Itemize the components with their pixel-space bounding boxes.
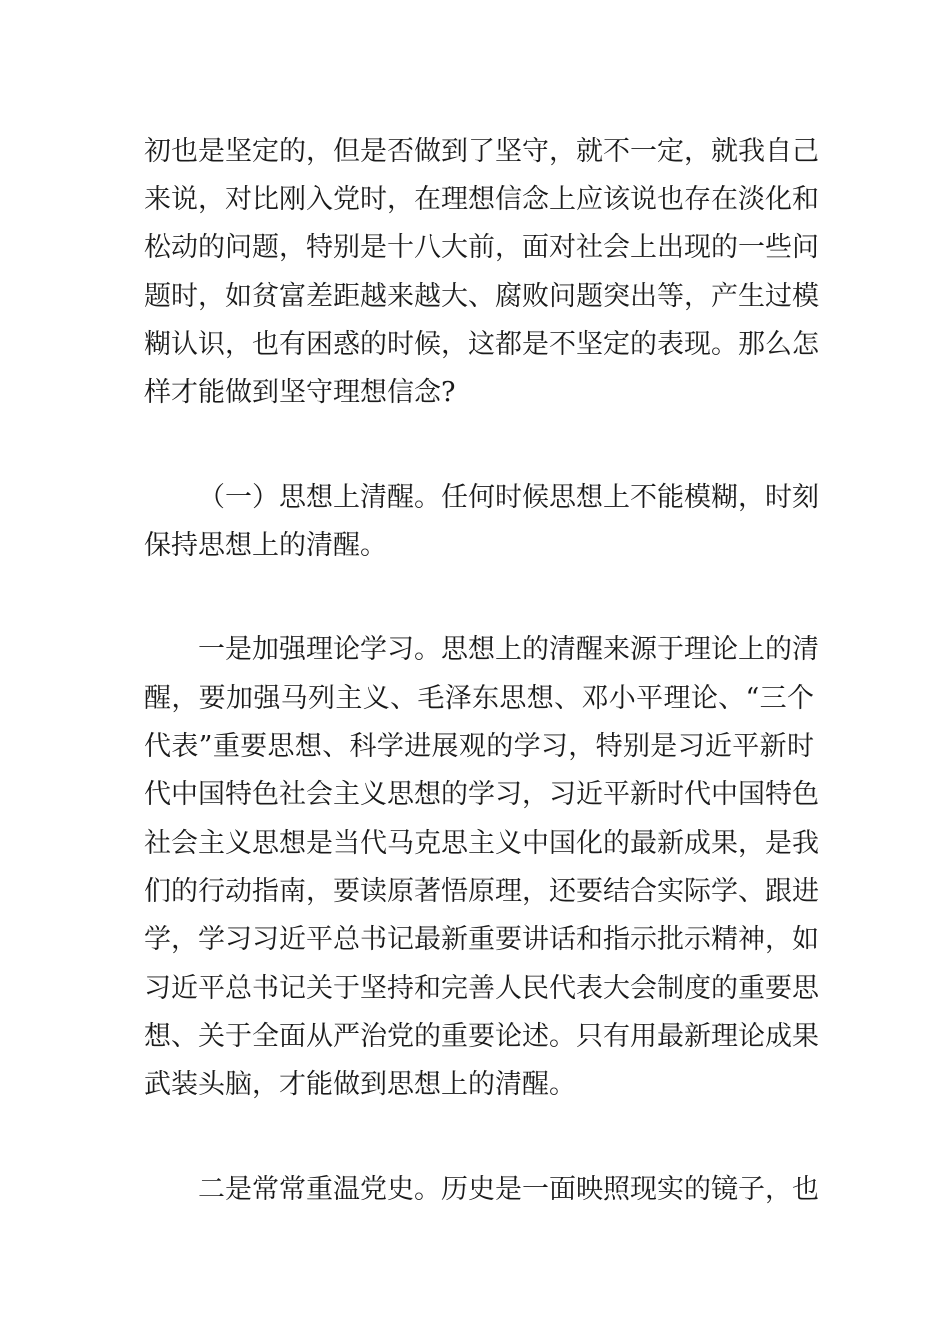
text-line: 代表”重要思想、科学进展观的学习，特别是习近平新时: [144, 731, 814, 762]
text-line: 来说，对比刚入党时，在理想信念上应该说也存在淡化和: [144, 184, 819, 215]
text-line: 学，学习习近平总书记最新重要讲话和指示批示精神，如: [144, 924, 819, 955]
text-line: 社会主义思想是当代马克思主义中国化的最新成果，是我: [144, 828, 819, 859]
text-line: 一是加强理论学习。思想上的清醒来源于理论上的清: [198, 634, 819, 665]
text-line: 二是常常重温党史。历史是一面映照现实的镜子，也: [198, 1174, 819, 1205]
text-line: 武装头脑，才能做到思想上的清醒。: [144, 1069, 576, 1100]
text-line: 糊认识，也有困惑的时候，这都是不坚定的表现。那么怎: [144, 329, 819, 360]
text-line: 题时，如贫富差距越来越大、腐败问题突出等，产生过模: [144, 281, 819, 312]
text-line: 保持思想上的清醒。: [144, 530, 387, 561]
text-line: 样才能做到坚守理想信念?: [144, 377, 456, 408]
text-line: 习近平总书记关于坚持和完善人民代表大会制度的重要思: [144, 973, 819, 1004]
text-line: 醒，要加强马列主义、毛泽东思想、邓小平理论、“三个: [144, 683, 814, 714]
text-line: 们的行动指南，要读原著悟原理，还要结合实际学、跟进: [144, 876, 819, 907]
text-line: 初也是坚定的，但是否做到了坚守，就不一定，就我自己: [144, 136, 819, 167]
text-line: 松动的问题，特别是十八大前，面对社会上出现的一些问: [144, 232, 819, 263]
text-line: 代中国特色社会主义思想的学习，习近平新时代中国特色: [144, 779, 819, 810]
text-line: （一）思想上清醒。任何时候思想上不能模糊，时刻: [198, 482, 819, 513]
text-line: 想、关于全面从严治党的重要论述。只有用最新理论成果: [144, 1021, 819, 1052]
